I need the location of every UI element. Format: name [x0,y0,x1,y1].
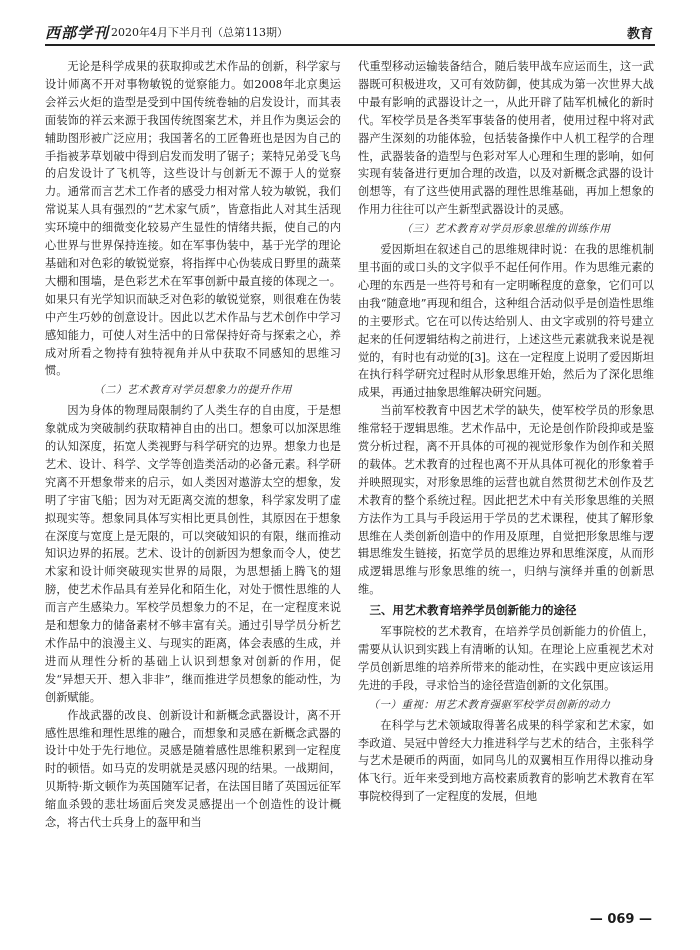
paragraph: 爱因斯坦在叙述自己的思维规律时说：在我的思维机制里书面的或口头的文字似乎不起任何作用。作为思维元素的心理的东西是一些符号和有一定明晰程度的意象，它们可以由我“随意地”再现和组合，这种组合活动似乎是创造性思维的主要形式。它在可以传达给别人、由文字或别的符号建立起来的任何逻辑结构之前进行，上述这些元素就我来说是视觉的，有时也有动觉的[3]。这在一定程度上说明了爱因斯坦在执行科学研究过程时从形象思维开始，然后为了深化思维成果，再通过抽象思维解决研究问题。 [358,243,654,400]
section-label: 教育 [626,27,653,42]
subheading: （三）艺术教育对学员形象思维的训练作用 [401,223,611,236]
paragraph: 军事院校的艺术教育，在培养学员创新能力的价值上，需要从认识到实践上有清晰的认知。在理论上应重视艺术对学员创新思维的培养所带来的能动性，在实践中更应该运用先进的手段，寻求恰当的途径营造创新的文化氛围。 [358,625,654,692]
paragraph: 当前军校教育中因艺术学的缺失，使军校学员的形象思维常轻于逻辑思维。艺术作品中，无论是创作阶段抑或是鉴赏分析过程，离不开具体的可视的视觉形象作为创作和关照的载体。艺术教育的过程也离不开从具体可视化的形象着手并映照现实，对形象思维的运营也就自然贯彻艺术创作及艺术教育的整个系统过程。因此把艺术中有关形象思维的关照方法作为工具与手段运用于学员的艺术课程，使其了解形象思维在人类创新创造中的作用及原理，自觉把形象思维与逻辑思维发生链接，拓宽学员的思维边界和思维深度，从而形成逻辑思维与形象思维的统一，归纳与演绎并重的创新思维。 [358,404,654,597]
left-column [45,58,341,832]
subheading: （二）艺术教育对学员想象力的提升作用 [94,384,292,397]
header-rule [45,44,655,46]
paragraph: 在科学与艺术领域取得著名成果的科学家和艺术家，如李政道、吴冠中曾经大力推进科学与艺术的结合，主张科学与艺术是硬币的两面，如同鸟儿的双翼相互作用得以推动身体飞行。近年来受到地方高校素质教育的影响艺术教育在军事院校得到了一定程度的发展，但地 [358,718,654,804]
paragraph: 因为身体的物理局限制约了人类生存的自由度，于是想象就成为突破制约获取精神自由的出口。想象可以加深思维的认知深度，拓宽人类视野与科学研究的边界。想象力也是艺术、设计、科学、文学等创造类活动的必备元素。科学研究离不开想象带来的启示，如人类因对遨游太空的想象，发明了宇宙飞船；因为对无距离交流的想象，科学家发明了虚拟现实等。想象同具体写实相比更具创性，其原因在于想象在深度与宽度上是无限的，可以突破知识的有限，继而推动知识边界的拓展。艺术、设计的创新因为想象而令人，使艺术家和设计师突破现实世界的局限，为思想插上腾飞的翅膀，使艺术作品具有差异化和陌生化，对处于惯性思维的人而言产生感染力。军校学员想象力的不足，在一定程度来说是和想象力的储备素材不够丰富有关。通过引导学员分析艺术作品中的浪漫主义、与现实的距离，体会表感的生成，并进而从理性分析的基础上认识到想象对创新的作用，促发“异想天开、想入非非”，继而推进学员想象的能动性，为创新赋能。 [45,404,341,704]
journal-logo: 西部学刊 [45,24,110,42]
page-header [45,22,655,40]
right-column [358,58,654,806]
subheading: （一）重视：用艺术教育强驱军校学员创新的动力 [368,698,611,711]
paragraph: 代重型移动运输装备结合，随后装甲战车应运而生，这一武器既可积极进攻，又可有效防御，使其成为第一次世界大战中最有影响的武器设计之一，从此开辟了陆军机械化的新时代。军校学员是各类军事装备的使用者，使用过程中将对武器产生深刻的功能体验，包括装备操作中人机工程学的合理性，武器装备的造型与色彩对军人心理和生理的影响，如何实现有装备进行更加合理的改造，以及对新概念武器的设计创想等，有了这些使用武器的理性思维基础，再加上想象的作用力往往可以产生新型武器设计的灵感。 [358,60,654,217]
paragraph: 作战武器的改良、创新设计和新概念武器设计，离不开感性思维和理性思维的融合，而想象和灵感在新概念武器的设计中处于先行地位。灵感是随着感性思维积累到一定程度时的顿悟。如马克的发明就是灵感闪现的结果。一战期间，贝斯特·斯文顿作为英国随军记者，在法国目睹了英国远征军缩血杀毁的悲壮场面后突发灵感提出一个创造性的设计概念，将古代士兵身上的盔甲和当 [45,708,341,830]
issue-info: 2020年4月下半月刊（总第113期） [111,26,288,39]
paragraph: 无论是科学成果的获取抑或艺术作品的创新，科学家与设计师离不开对事物敏锐的觉察能力。如2008年北京奥运会祥云火炬的造型是受到中国传统卷轴的启发设计，而其表面装饰的祥云来源于我国传统图案艺术，并且作为奥运会的辅助图形被广泛应用；我国著名的工匠鲁班也是因为自己的手指被茅草划破中得到启发而发明了锯子；莱特兄弟受飞鸟的启发设计了飞机等，这些设计与创新无不源于人的觉察力。通常而言艺术工作者的感受力相对常人较为敏锐，我们常说某人具有强烈的“艺术家气质”，皆意指此人对其生活现实环境中的细微变化较易产生显性的情绪共振，使自己的内心世界与世界保持连接。如在军事伪装中，基于光学的理论基础和对色彩的敏锐觉察，将指挥中心伪装成日野里的蔬菜大棚和围墙，是色彩艺术在军事创新中最直接的体现之一。如果只有光学知识而缺乏对色彩的敏锐觉察，则很难在伪装中产生巧妙的创意设计。因此以艺术作品与艺术创作中学习感知能力，可使人对生活中的日常保持好奇与探索之心，养成对所看之物持有独特视角并从中获取不同感知的思维习惯。 [45,60,341,378]
section-heading: 三、用艺术教育培养学员创新能力的途径 [369,603,577,618]
page-number: — 069 — [589,912,652,927]
